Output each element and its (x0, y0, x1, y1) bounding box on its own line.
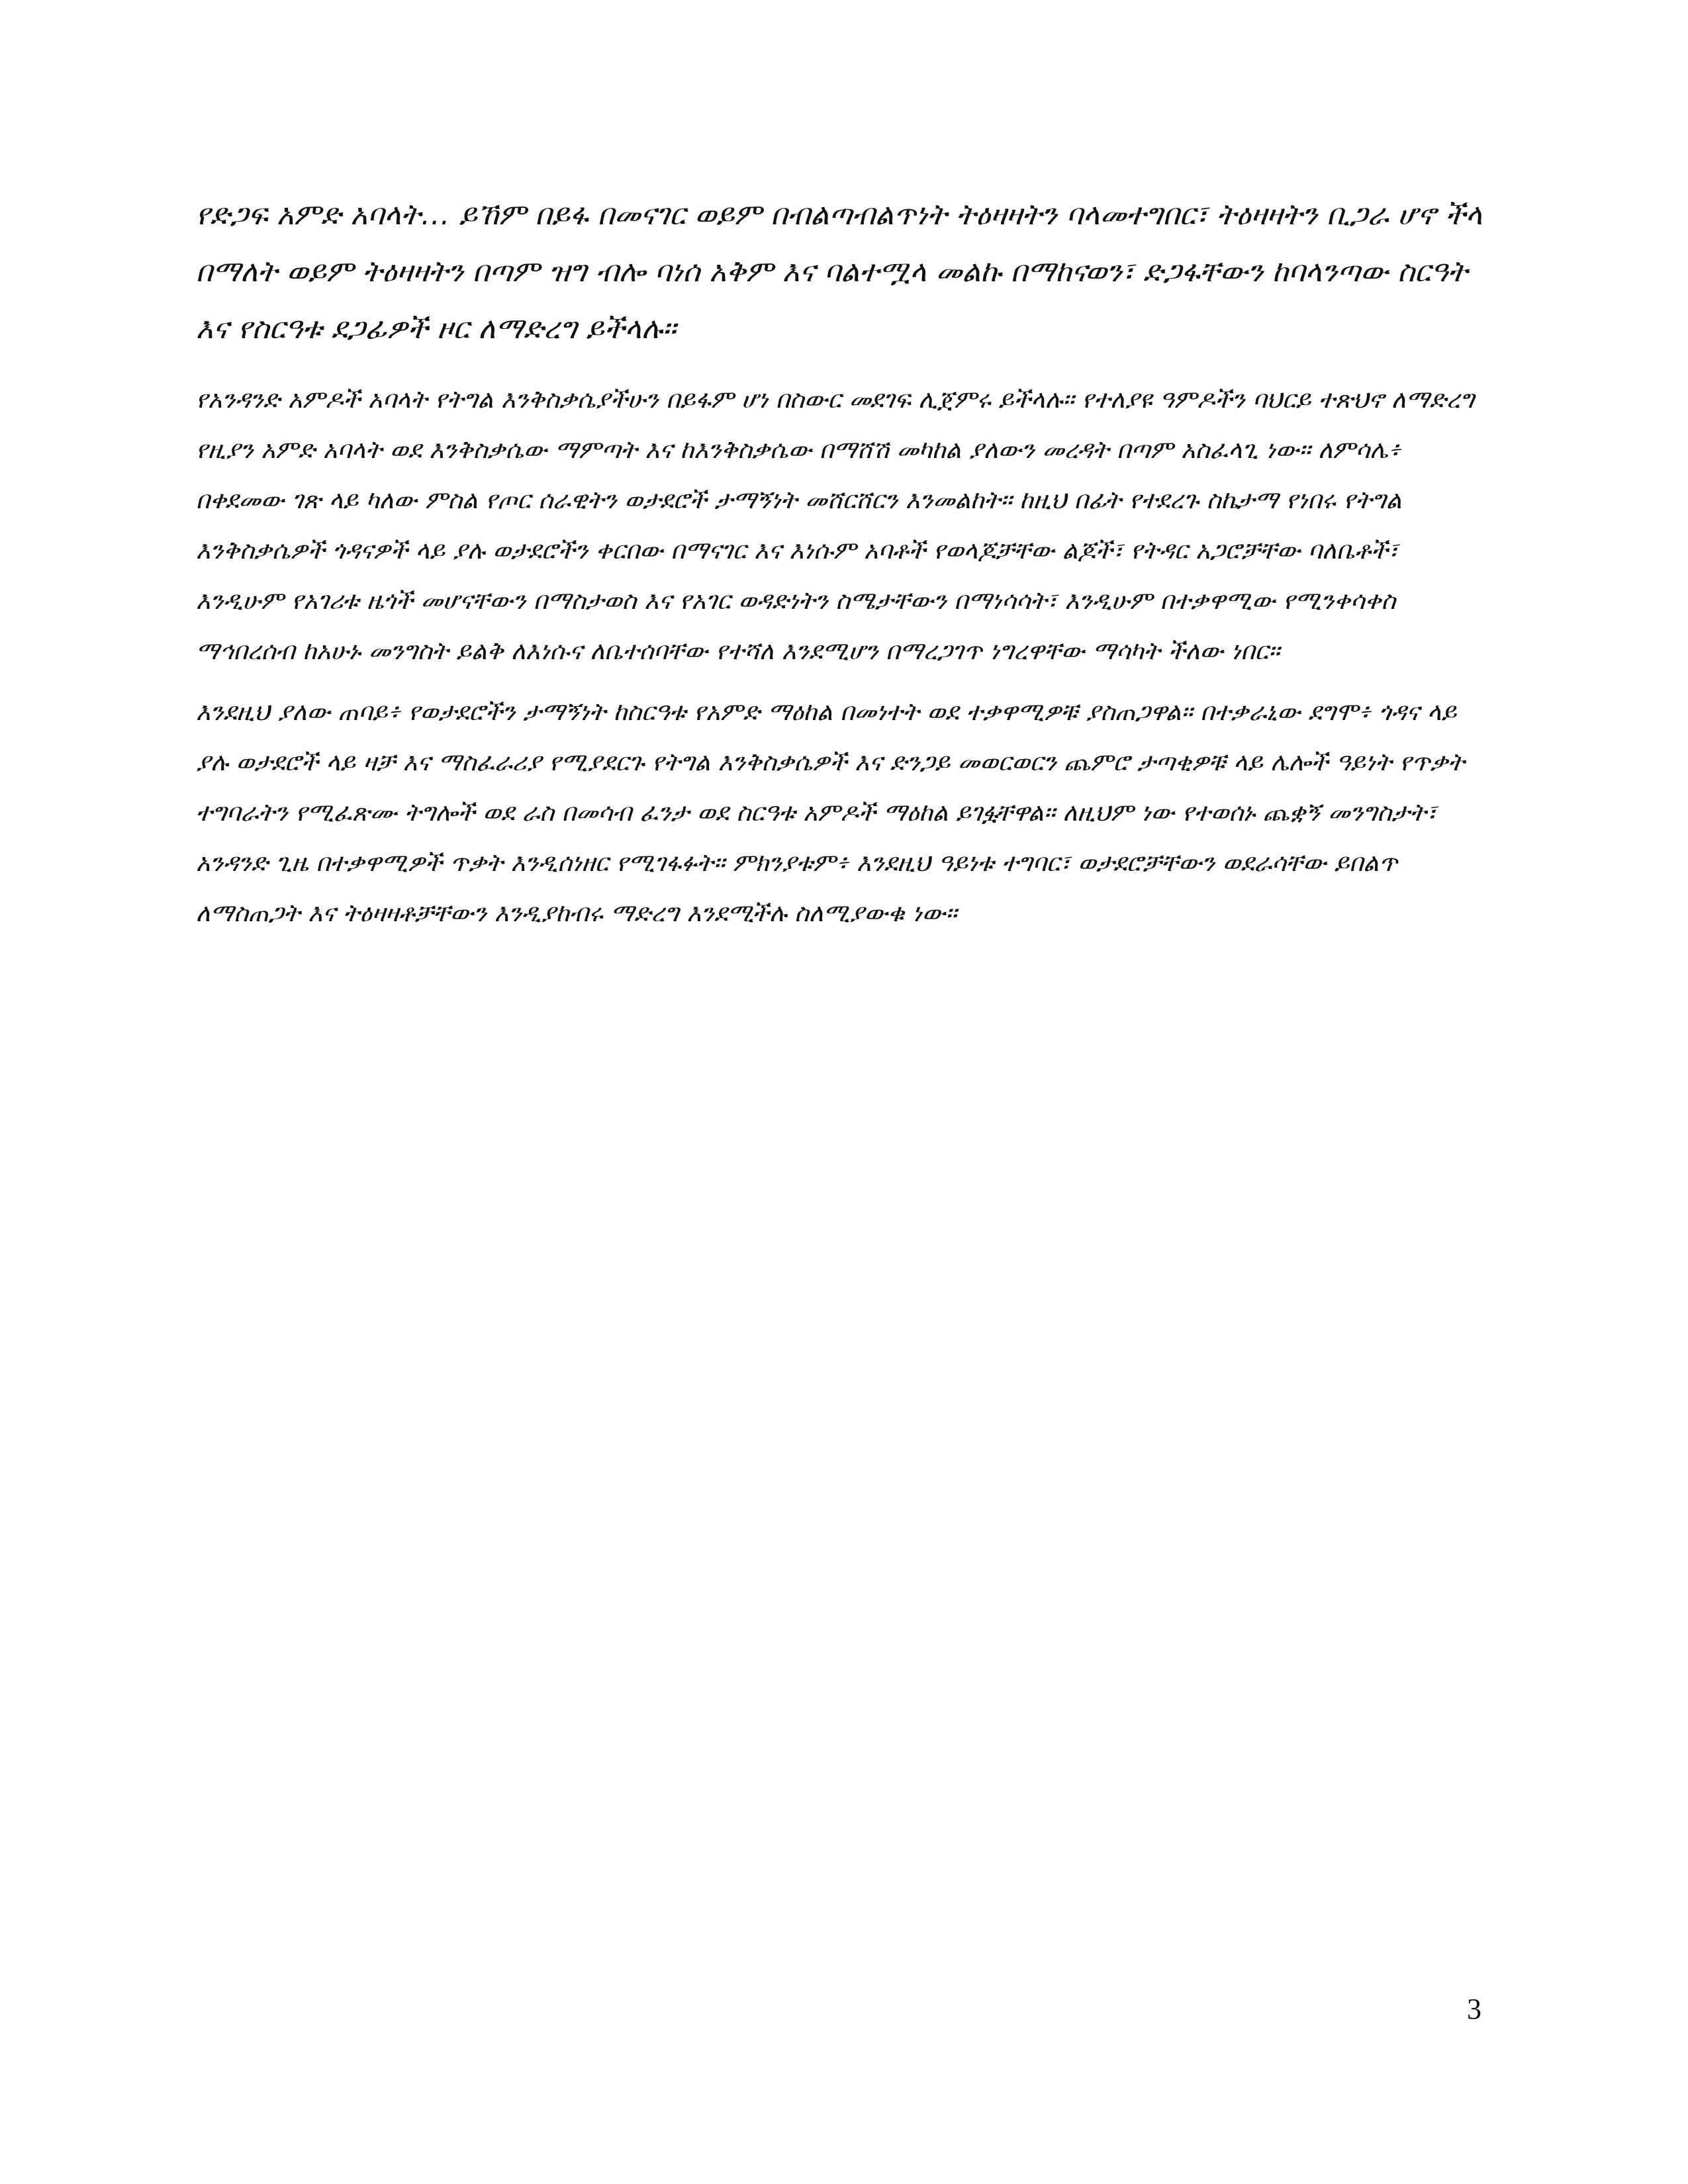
body-paragraph: የአንዳንድ አምዶች አባላት የትግል እንቅስቃሴያችሁን በይፋም ሆነ በስውር መደገፍ ሊጀምሩ ይችላሉ። የተለያዩ ዓምዶችን ባህርይ ተጽህኖ ለማድረግ የዚያን አምድ አባላት ወደ እንቅስቃሴው ማምጣት እና ከእንቅስቃሴው በማሸሽ መካከል ያለውን መረዳት በጣም አስፈላጊ ነው። ለምሳሌ፥ በቀደመው ገጽ ላይ ካለው ምስል የጦር ሰራዊትን ወታደሮች ታማኝነት መሸርሸርን እንመልከት። ከዚህ በፊት የተደረጉ ስኬታማ የነበሩ የትግል እንቅስቃሴዎች ጎዳናዎች ላይ ያሉ ወታደሮችን ቀርበው በማናገር እና እነሱም አባቶች የወላጆቻቸው ልጆች፣ የትዳር አጋሮቻቸው ባለቤቶች፣ እንዲሁም የአገሪቱ ዜጎች መሆናቸውን በማስታወስ እና የአገር ወዳድነትን ስሜታቸውን በማነሳሳት፣ እንዲሁም በተቃዋሚው የሚንቀሳቀስ ማኅበረሰብ ከአሁኑ መንግስት ይልቅ ለእነሱና ለቤተሰባቸው የተሻለ እንደሚሆን በማረጋገጥ ነግረዋቸው ማሳካት ችለው ነበር። (196, 385, 1475, 665)
page-number: 3 (1467, 1993, 1481, 2025)
document-body (196, 187, 1493, 949)
intro-paragraph: የድጋፍ አምድ አባላት… ይኸም በይፋ በመናገር ወይም በብልጣብልጥነት ትዕዛዛትን ባላመተግበር፣ ትዕዛዛትን ቢጋራ ሆኖ ችላ በማለት ወይም ትዕዛዛትን በጣም ዝግ ብሎ ባነሰ አቅም እና ባልተሟላ መልኩ በማከናወን፣ ድጋፋቸውን ከባላንጣው ስርዓት እና የስርዓቱ ደጋፊዎች ዞር ለማድረግ ይችላሉ። (196, 198, 1483, 345)
body-paragraph: እንደዚህ ያለው ጠባይ፥ የወታደሮችን ታማኝነት ከስርዓቱ የአምድ ማዕከል በመነተት ወደ ተቃዋሚዎቹ ያስጠጋዋል። በተቃራኒው ደግሞ፥ ጎዳና ላይ ያሉ ወታደሮች ላይ ዛቻ እና ማስፈራሪያ የሚያደርጉ የትግል እንቅስቃሴዎች እና ድንጋይ መወርወርን ጨምሮ ታጣቂዎቹ ላይ ሌሎች ዓይነት የጥቃት ተግባራትን የሚፈጽሙ ትግሎች ወደ ራስ በመሳብ ፈንታ ወደ ስርዓቱ አምዶች ማዕከል ይገፏቸዋል። ለዚህም ነው የተወሰኑ ጨቋኝ መንግስታት፣ አንዳንድ ጊዜ በተቃዋሚዎች ጥቃት እንዲሰነዘር የሚገፋፉት። ምክንያቱም፥ እንደዚህ ዓይነቱ ተግባር፣ ወታደሮቻቸውን ወደራሳቸው ይበልጥ ለማስጠጋት እና ትዕዛዛቶቻቸውን እንዲያከብሩ ማድረግ እንደሚችሉ ስለሚያውቁ ነው። (196, 698, 1465, 927)
